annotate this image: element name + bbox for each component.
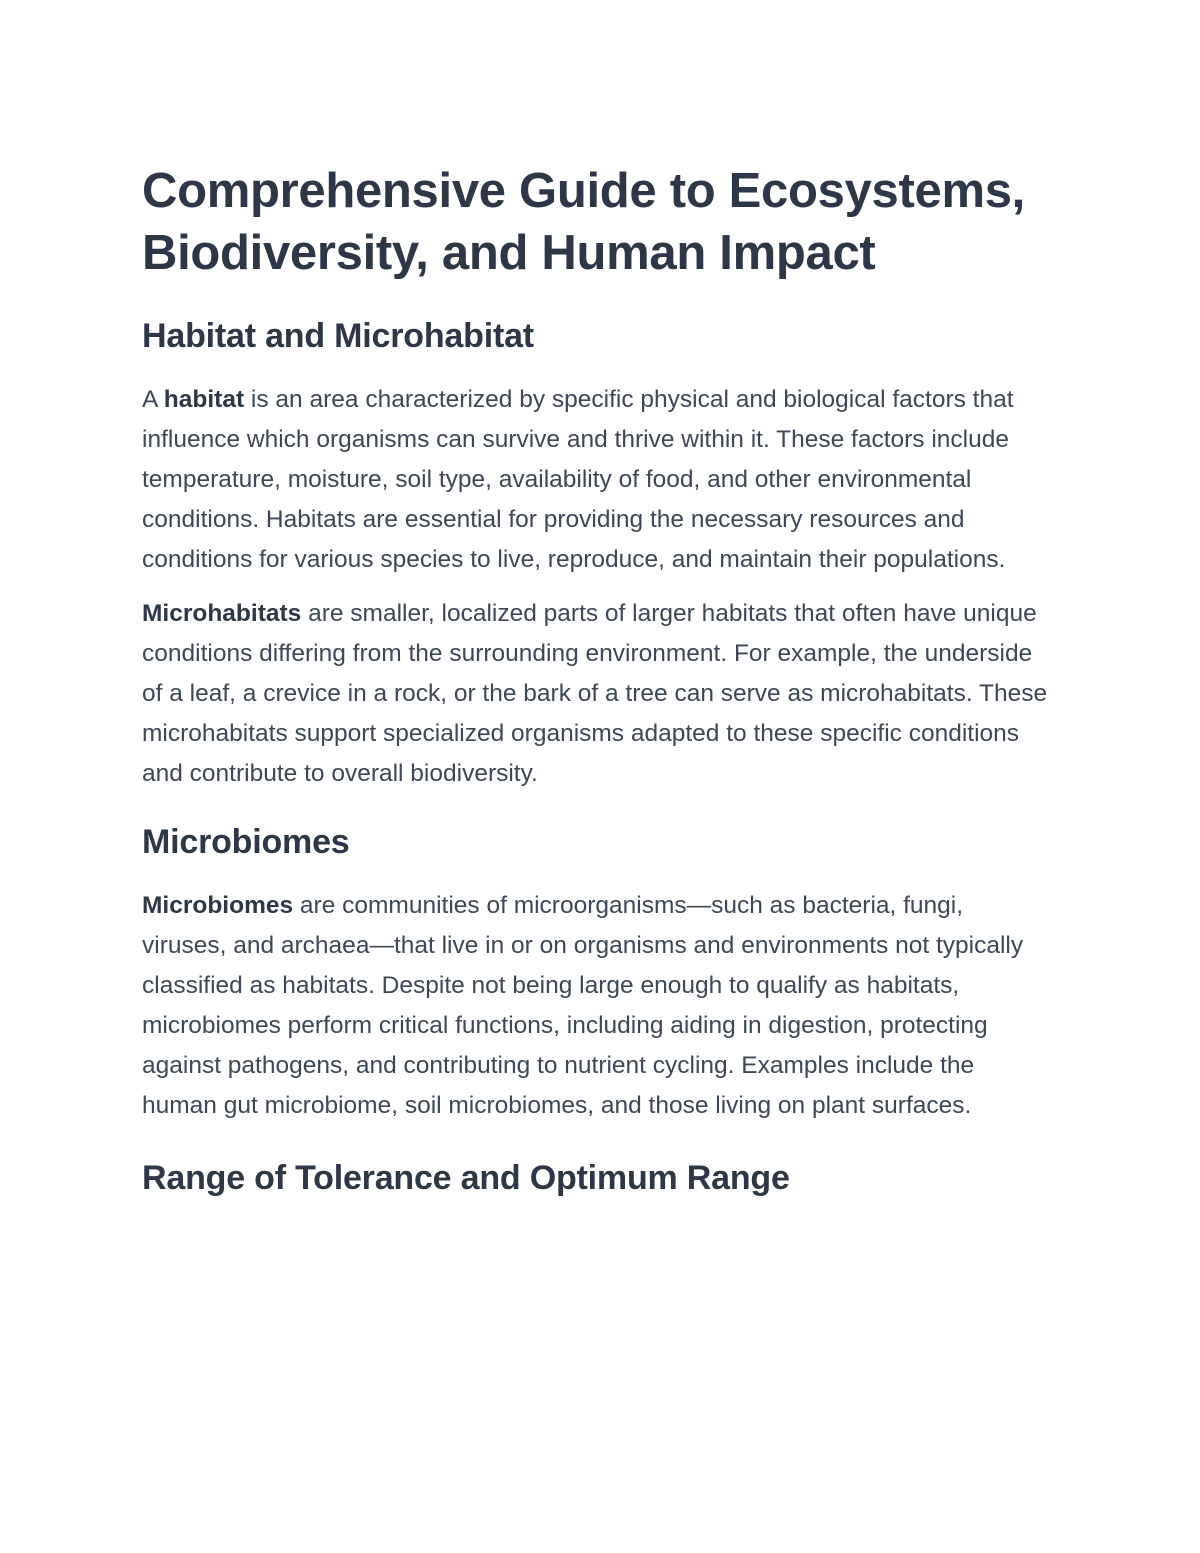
section-heading-habitat: Habitat and Microhabitat [142, 317, 534, 355]
paragraph-microhabitat-definition [142, 594, 1052, 794]
paragraph-text: are smaller, localized parts of larger habitats that often have unique conditions differing from the surrounding environment. For example, the underside of a leaf, a crevice in a rock, or the bark of a tree can serve as microhabitats. These microhabitats support specialized organisms adapted to these specific conditions and contribute to overall biodiversity. [142, 600, 1048, 787]
paragraph-lead: A [142, 386, 164, 413]
paragraph-text: are communities of microorganisms—such as bacteria, fungi, viruses, and archaea—that live in or on organisms and environments not typically classified as habitats. Despite not being large enough to qualify as habitats, microbiomes perform critical functions, including aiding in digestion, protecting against pathogens, and contributing to nutrient cycling. Examples include the human gut microbiome, soil microbiomes, and those living on plant surfaces. [142, 892, 1024, 1119]
term-microhabitats: Microhabitats [142, 600, 302, 627]
paragraph-habitat-definition [142, 380, 1052, 580]
section-heading-range-of-tolerance: Range of Tolerance and Optimum Range [142, 1159, 790, 1197]
term-habitat: habitat [163, 386, 245, 413]
section-heading-microbiomes: Microbiomes [142, 823, 350, 861]
paragraph-microbiomes-definition [142, 886, 1052, 1126]
term-microbiomes: Microbiomes [142, 892, 294, 919]
page-title: Comprehensive Guide to Ecosystems, Biodiversity, and Human Impact [142, 164, 1025, 280]
document-page [142, 160, 1052, 1200]
paragraph-text: is an area characterized by specific physical and biological factors that influence which organisms can survive and thrive within it. These factors include temperature, moisture, soil type, availability of food, and other environmental conditions. Habitats are essential for providing the necessary resources and conditions for various species to live, reproduce, and maintain their populations. [142, 386, 1014, 573]
